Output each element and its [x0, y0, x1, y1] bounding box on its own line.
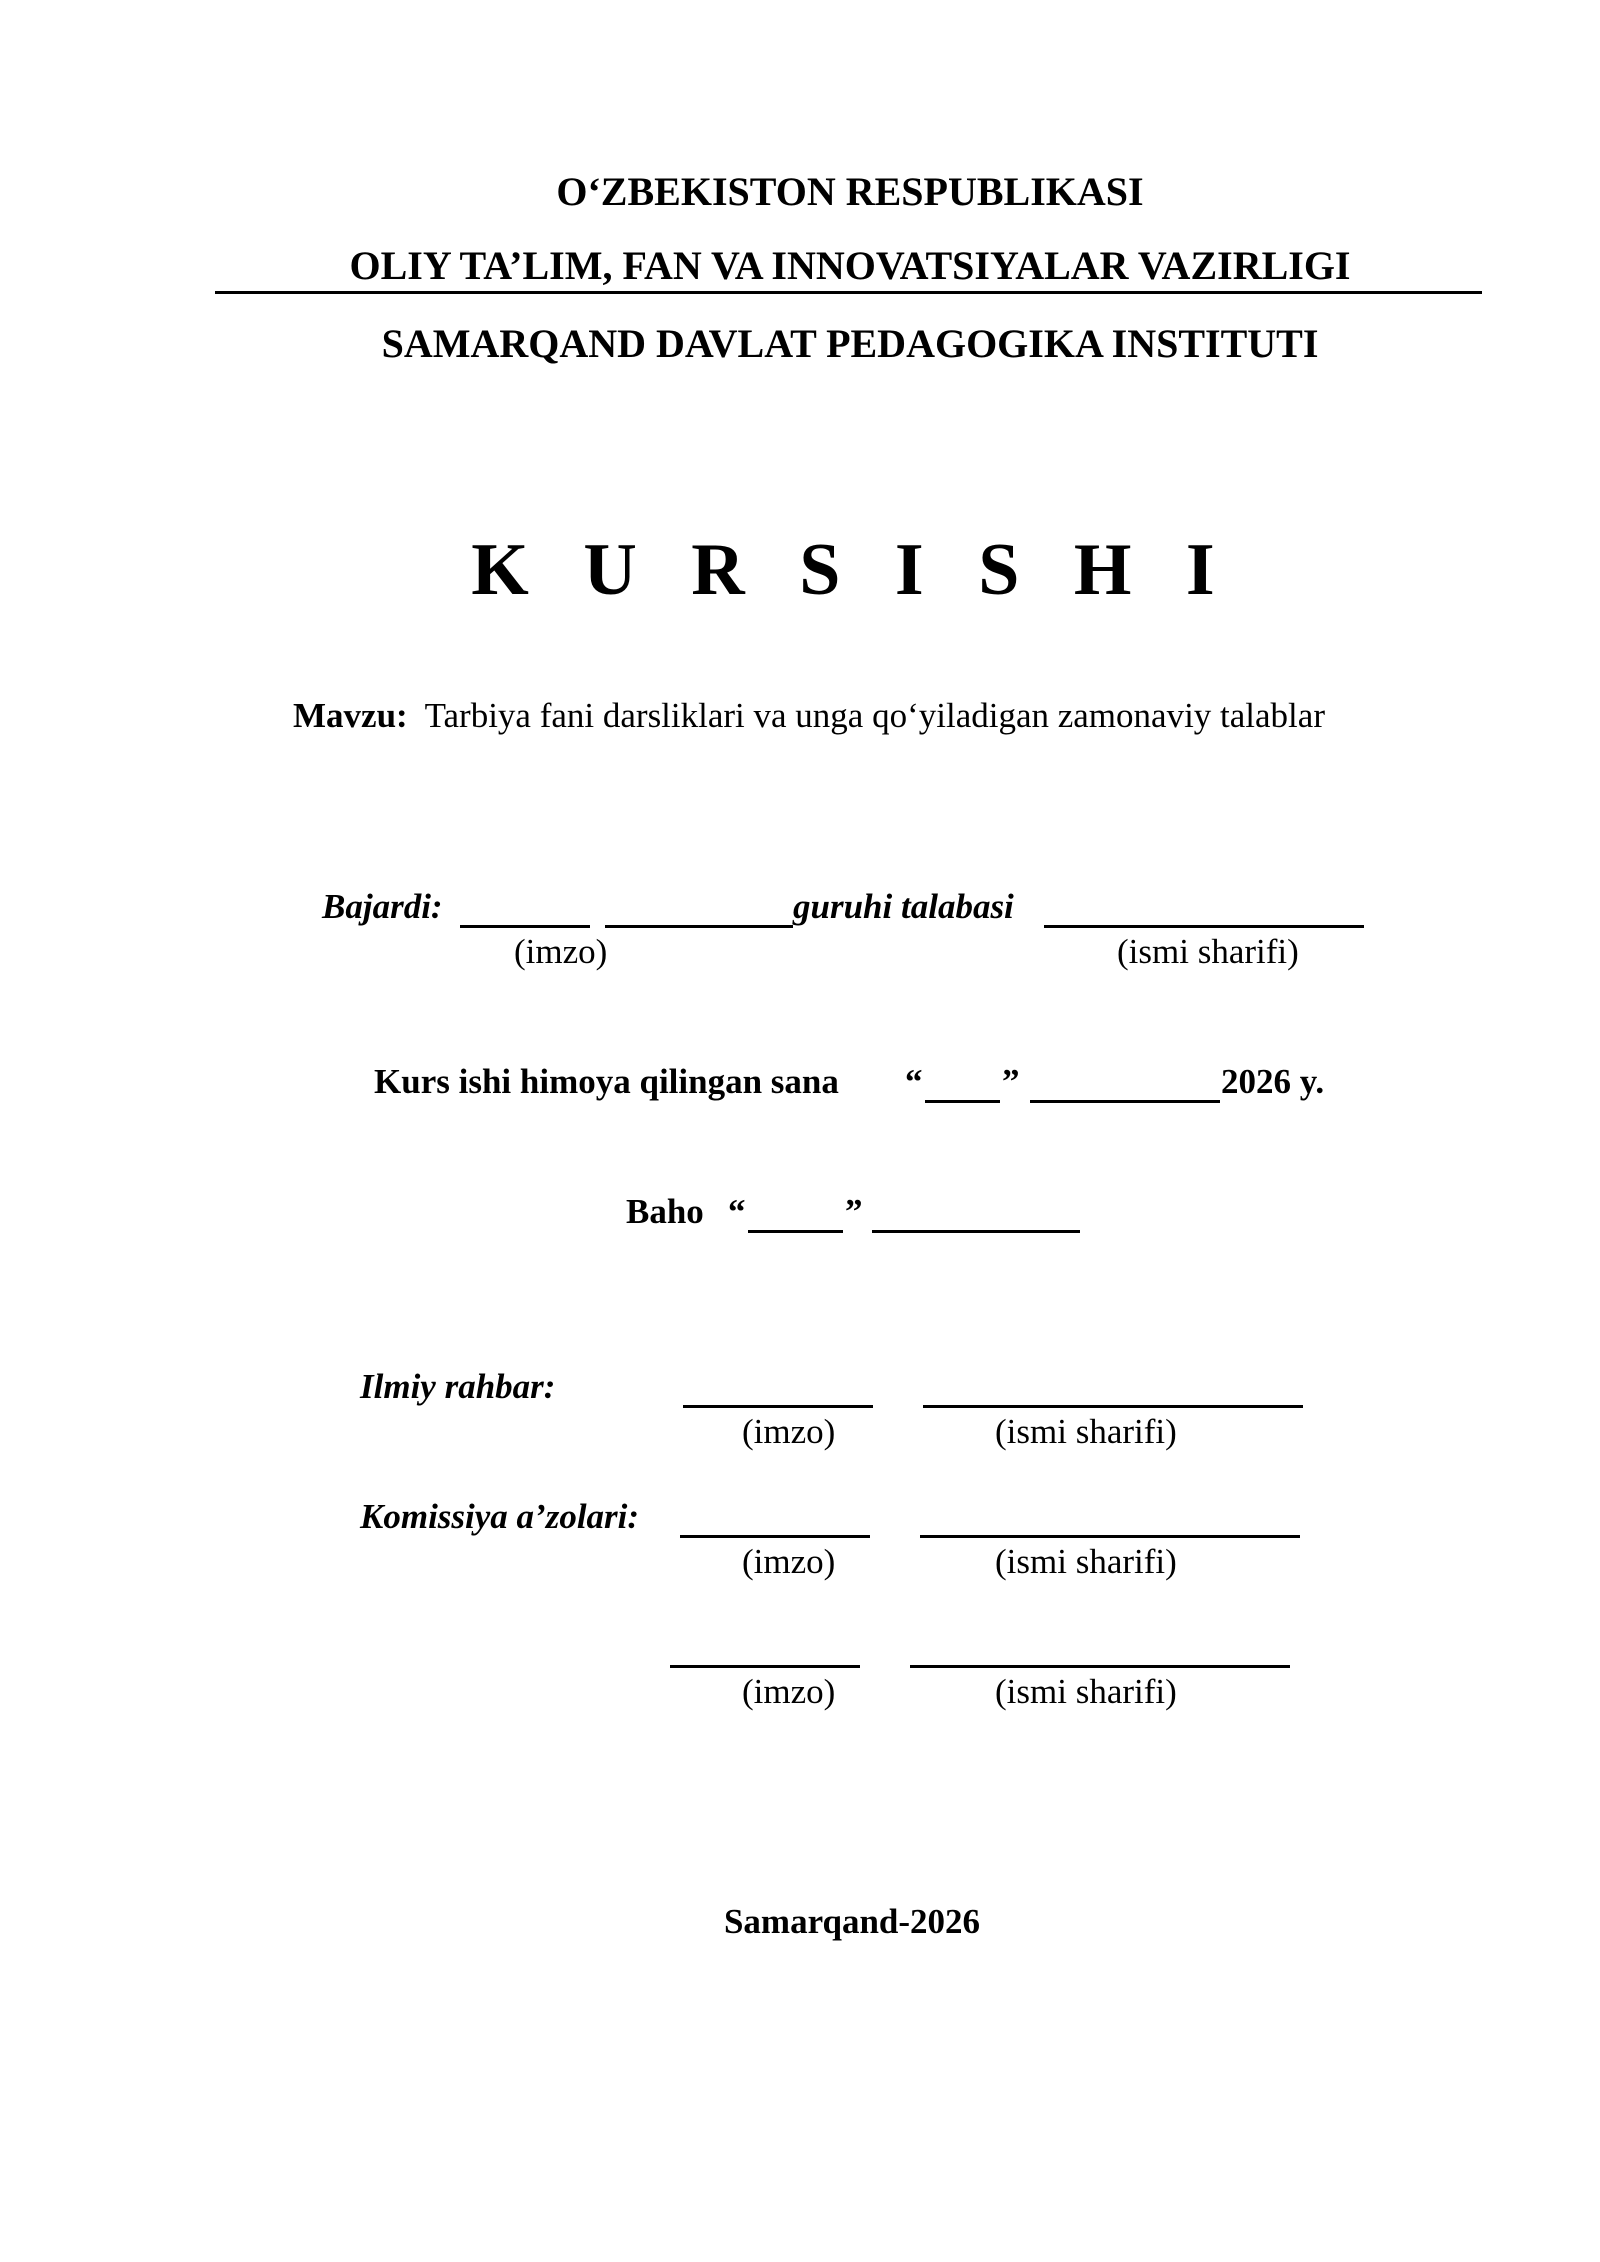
performer-group-line	[605, 925, 793, 928]
performer-name-line	[1044, 925, 1364, 928]
defense-month-line	[1030, 1100, 1220, 1103]
commission-signature-caption-1: (imzo)	[742, 1542, 836, 1581]
supervisor-signature-line	[683, 1405, 873, 1408]
commission-signature-line-2	[670, 1665, 860, 1668]
grade-label: Baho	[626, 1192, 704, 1231]
commission-signature-caption-2: (imzo)	[742, 1672, 836, 1711]
topic-value: Tarbiya fani darsliklari va unga qo‘yiladigan zamonaviy talablar	[424, 696, 1325, 735]
defense-open-quote: “	[905, 1062, 923, 1101]
performer-label: Bajardi:	[322, 887, 443, 926]
commission-name-line-2	[910, 1665, 1290, 1668]
header-divider	[215, 291, 1482, 294]
header-institute: SAMARQAND DAVLAT PEDAGOGIKA INSTITUTI	[381, 321, 1319, 366]
supervisor-signature-caption: (imzo)	[742, 1412, 836, 1451]
performer-signature-caption: (imzo)	[514, 932, 608, 971]
commission-signature-line-1	[680, 1535, 870, 1538]
commission-name-caption-2: (ismi sharifi)	[995, 1672, 1177, 1711]
page-title: K U R S I S H I	[471, 529, 1233, 611]
performer-signature-line	[460, 925, 590, 928]
performer-name-caption: (ismi sharifi)	[1117, 932, 1299, 971]
defense-label: Kurs ishi himoya qilingan sana	[374, 1062, 839, 1101]
supervisor-name-line	[923, 1405, 1303, 1408]
grade-close-quote: ”	[845, 1192, 863, 1231]
supervisor-name-caption: (ismi sharifi)	[995, 1412, 1177, 1451]
commission-label: Komissiya a’zolari:	[360, 1497, 640, 1536]
defense-close-quote: ”	[1002, 1062, 1020, 1101]
defense-year: 2026 y.	[1221, 1062, 1325, 1101]
grade-open-quote: “	[728, 1192, 746, 1231]
grade-numeric-line	[748, 1230, 843, 1233]
topic-line	[293, 696, 1325, 736]
footer-place-year: Samarqand-2026	[723, 1902, 981, 1941]
commission-name-line-1	[920, 1535, 1300, 1538]
header-country: O‘ZBEKISTON RESPUBLIKASI	[556, 169, 1144, 214]
topic-label: Mavzu:	[293, 696, 408, 735]
grade-words-line	[872, 1230, 1080, 1233]
header-ministry: OLIY TA’LIM, FAN VA INNOVATSIYALAR VAZIRLIGI	[349, 243, 1351, 288]
commission-name-caption-1: (ismi sharifi)	[995, 1542, 1177, 1581]
supervisor-label: Ilmiy rahbar:	[360, 1367, 556, 1406]
performer-group-label: guruhi talabasi	[793, 887, 1014, 926]
defense-day-line	[925, 1100, 1000, 1103]
